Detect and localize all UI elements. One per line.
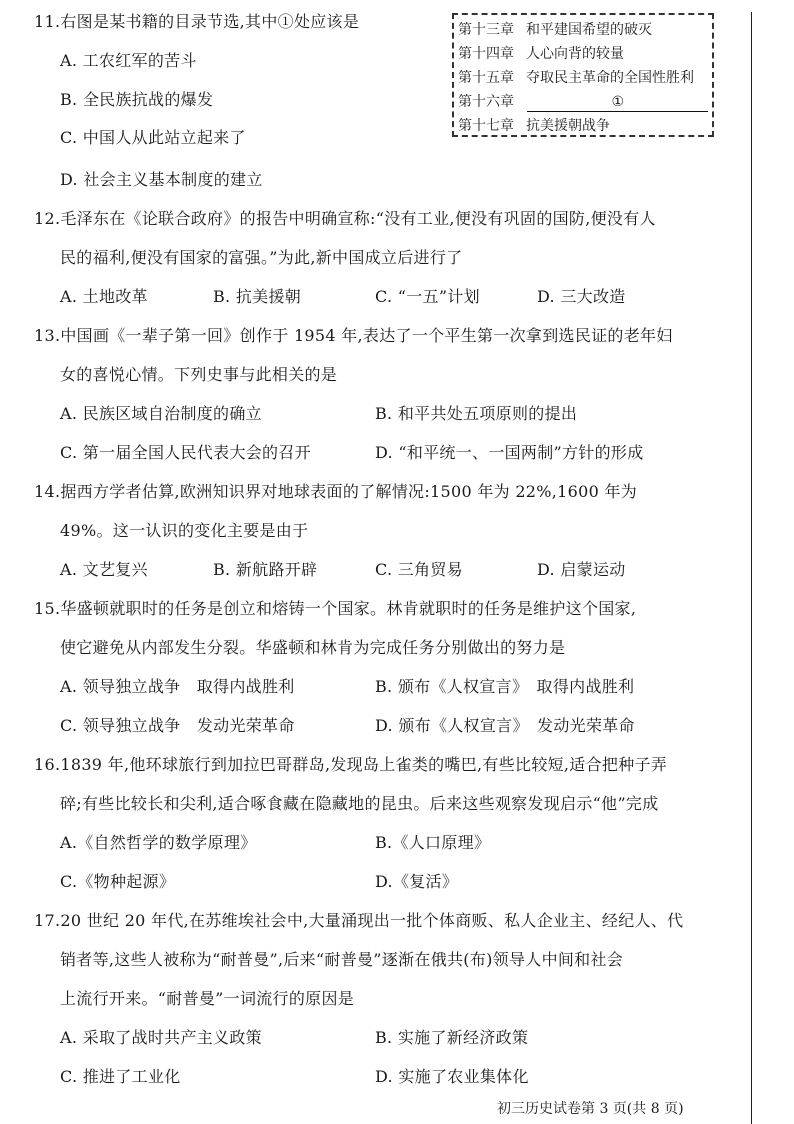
question-stem <box>34 599 636 619</box>
toc-chapter: 第十六章 <box>458 94 514 110</box>
option-label: C. <box>60 716 78 735</box>
option-text: 领导独立战争 发动光荣革命 <box>82 716 295 735</box>
option-c[interactable] <box>60 443 311 463</box>
option-text: 《自然哲学的数学原理》 <box>77 833 257 852</box>
option-text: “和平统一、一国两制”方针的形成 <box>398 443 644 462</box>
question-stem-continuation: 碎;有些比较长和尖利,适合啄食藏在隐藏地的昆虫。后来这些观察发现启示“他”完成 <box>60 794 659 813</box>
question-stem-line: 1839 年,他环球旅行到加拉巴哥群岛,发现岛上雀类的嘴巴,有些比较短,适合把种子弄 <box>60 755 668 774</box>
option-label: B. <box>375 833 393 852</box>
toc-title: 抗美援朝战争 <box>526 118 610 134</box>
question-number: 17. <box>34 911 61 930</box>
question-stem-continuation: 民的福利,便没有国家的富强。”为此,新中国成立后进行了 <box>60 248 463 267</box>
question-stem-line: 右图是某书籍的目录节选,其中①处应该是 <box>60 12 360 31</box>
question-stem <box>34 12 359 32</box>
option-text: 全民族抗战的爆发 <box>82 90 214 109</box>
option-text: 土地改革 <box>82 287 148 306</box>
option-label: B. <box>213 287 231 306</box>
option-b[interactable] <box>375 677 634 697</box>
question-stem <box>34 755 667 775</box>
toc-row <box>458 66 708 90</box>
option-text: 颁布《人权宣言》 发动光荣革命 <box>398 716 635 735</box>
option-text: 实施了新经济政策 <box>397 1028 529 1047</box>
question-stem-line: 华盛顿就职时的任务是创立和熔铸一个国家。林肯就职时的任务是维护这个国家, <box>60 599 637 618</box>
option-text: 新航路开辟 <box>235 560 318 579</box>
option-c[interactable] <box>60 128 246 148</box>
option-label: B. <box>375 677 393 696</box>
option-label: D. <box>375 1067 393 1086</box>
option-d[interactable] <box>537 287 626 307</box>
option-text: 社会主义基本制度的建立 <box>83 170 263 189</box>
option-c[interactable] <box>60 1067 181 1087</box>
table-of-contents-figure <box>452 13 714 137</box>
option-text: 三角贸易 <box>397 560 463 579</box>
option-text: 《复活》 <box>392 872 459 891</box>
option-text: 颁布《人权宣言》 取得内战胜利 <box>397 677 635 696</box>
option-label: D. <box>537 560 555 579</box>
option-label: C. <box>60 1067 78 1086</box>
option-text: 领导独立战争 取得内战胜利 <box>82 677 295 696</box>
option-label: B. <box>60 90 78 109</box>
option-b[interactable] <box>375 404 577 424</box>
binding-margin-line <box>751 12 752 1124</box>
option-label: C. <box>60 128 78 147</box>
option-label: A. <box>60 677 78 696</box>
question-stem <box>34 482 637 502</box>
question-stem-line: 据西方学者估算,欧洲知识界对地球表面的了解情况:1500 年为 22%,1600 年为 <box>60 482 638 501</box>
option-a[interactable] <box>60 287 148 307</box>
option-text: 和平共处五项原则的提出 <box>397 404 578 423</box>
option-label: B. <box>213 560 231 579</box>
option-label: A. <box>60 560 78 579</box>
option-c[interactable] <box>60 716 295 736</box>
option-text: 《物种起源》 <box>77 872 176 891</box>
option-label: D. <box>375 443 393 462</box>
option-label: C. <box>375 287 393 306</box>
option-d[interactable] <box>375 716 635 736</box>
option-d[interactable] <box>375 872 458 892</box>
option-label: D. <box>375 716 393 735</box>
toc-chapter: 第十四章 <box>458 46 514 62</box>
question-stem <box>34 326 673 346</box>
option-a[interactable] <box>60 404 262 424</box>
option-b[interactable] <box>213 287 301 307</box>
option-b[interactable] <box>375 833 490 853</box>
option-label: A. <box>60 287 78 306</box>
option-a[interactable] <box>60 677 295 697</box>
toc-chapter: 第十五章 <box>458 70 514 86</box>
option-text: 推进了工业化 <box>82 1067 181 1086</box>
question-number: 15. <box>34 599 61 618</box>
question-number: 11. <box>34 12 61 31</box>
option-a[interactable] <box>60 560 148 580</box>
option-label: A. <box>60 833 78 852</box>
option-a[interactable] <box>60 833 257 853</box>
toc-title: 人心向背的较量 <box>526 46 624 62</box>
toc-blank-marker: ① <box>527 93 708 112</box>
option-c[interactable] <box>60 872 175 892</box>
option-a[interactable] <box>60 51 197 71</box>
toc-row <box>458 18 708 42</box>
question-number: 12. <box>34 209 61 228</box>
question-stem-continuation: 49%。这一认识的变化主要是由于 <box>60 521 309 540</box>
question-number: 13. <box>34 326 61 345</box>
question-stem-line: 中国画《一辈子第一回》创作于 1954 年,表达了一个平生第一次拿到选民证的老年妇 <box>60 326 673 345</box>
option-text: “一五”计划 <box>397 287 480 306</box>
option-label: D. <box>375 872 393 891</box>
question-stem-line: 20 世纪 20 年代,在苏维埃社会中,大量涌现出一批个体商贩、私人企业主、经纪人、代 <box>60 911 684 930</box>
option-label: C. <box>60 872 78 891</box>
option-text: 采取了战时共产主义政策 <box>82 1028 262 1047</box>
option-d[interactable] <box>60 170 263 190</box>
question-number: 16. <box>34 755 61 774</box>
question-stem-continuation: 使它避免从内部发生分裂。华盛顿和林肯为完成任务分别做出的努力是 <box>60 638 566 657</box>
option-b[interactable] <box>213 560 317 580</box>
page-footer: 初三历史试卷第 3 页(共 8 页) <box>497 1101 684 1117</box>
option-label: D. <box>537 287 555 306</box>
option-text: 工农红军的苦斗 <box>82 51 197 70</box>
toc-title: 夺取民主革命的全国性胜利 <box>526 70 694 86</box>
option-text: 中国人从此站立起来了 <box>82 128 246 147</box>
option-text: 实施了农业集体化 <box>398 1067 529 1086</box>
option-label: A. <box>60 51 78 70</box>
option-text: 启蒙运动 <box>560 560 626 579</box>
toc-row <box>458 114 708 138</box>
question-stem <box>34 911 683 931</box>
option-label: B. <box>375 404 393 423</box>
toc-chapter: 第十三章 <box>458 22 514 38</box>
option-c[interactable] <box>375 560 463 580</box>
option-d[interactable] <box>375 443 644 463</box>
question-number: 14. <box>34 482 61 501</box>
option-b[interactable] <box>375 1028 528 1048</box>
option-text: 抗美援朝 <box>235 287 302 306</box>
question-stem-line: 毛泽东在《论联合政府》的报告中明确宣称:“没有工业,便没有巩固的国防,便没有人 <box>60 209 656 228</box>
option-text: 三大改造 <box>560 287 626 306</box>
option-text: 《人口原理》 <box>392 833 491 852</box>
option-b[interactable] <box>60 90 213 110</box>
option-d[interactable] <box>537 560 626 580</box>
toc-chapter: 第十七章 <box>458 118 514 134</box>
option-text: 文艺复兴 <box>82 560 148 579</box>
option-label: A. <box>60 1028 78 1047</box>
option-label: D. <box>60 170 78 189</box>
question-stem-continuation: 女的喜悦心情。下列史事与此相关的是 <box>60 365 338 384</box>
question-stem <box>34 209 656 229</box>
option-c[interactable] <box>375 287 480 307</box>
option-label: A. <box>60 404 78 423</box>
option-text: 民族区域自治制度的确立 <box>82 404 262 423</box>
question-stem-continuation: 销者等,这些人被称为“耐普曼”,后来“耐普曼”逐渐在俄共(布)领导人中间和社会 <box>60 950 624 969</box>
option-text: 第一届全国人民代表大会的召开 <box>82 443 311 462</box>
option-label: C. <box>375 560 393 579</box>
question-stem-continuation: 上流行开来。“耐普曼”一词流行的原因是 <box>60 989 355 1008</box>
option-a[interactable] <box>60 1028 262 1048</box>
option-label: C. <box>60 443 78 462</box>
option-d[interactable] <box>375 1067 529 1087</box>
option-label: B. <box>375 1028 393 1047</box>
toc-title: 和平建国希望的破灭 <box>526 22 652 38</box>
toc-row <box>458 90 708 114</box>
toc-row <box>458 42 708 66</box>
